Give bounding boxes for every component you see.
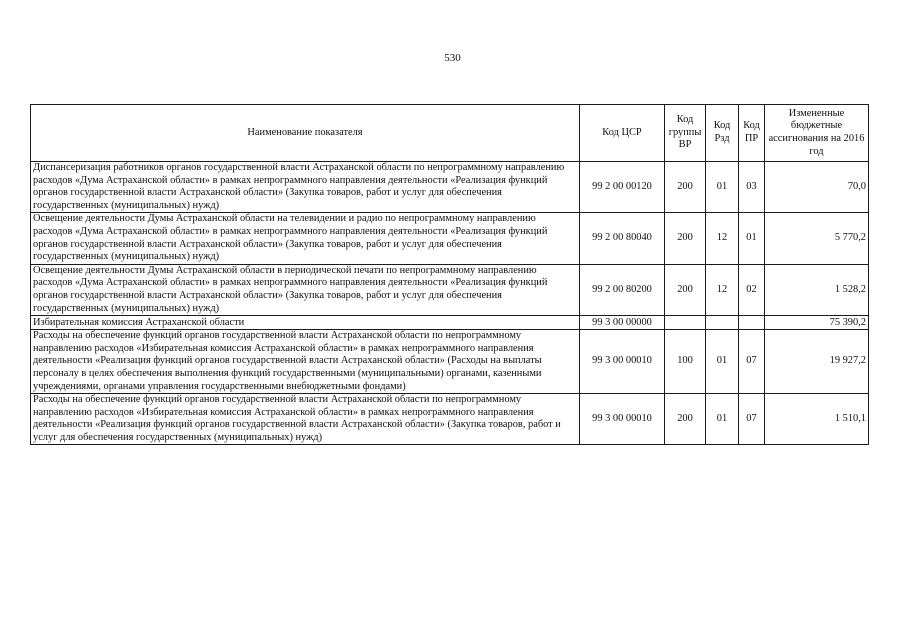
- row-rzd-code: 01: [706, 394, 739, 445]
- row-name: Расходы на обеспечение функций органов государственной власти Астраханской области по непрограммному направлению расходов «Избирательная комиссия Астраханской области» в рамках непрограммного направления деятельности «Реализация функций органов государственной власти Астраханской области» (Расходы на выплаты персоналу в целях обеспечения выполнения функций государственными (муниципальными) органами, казенными учреждениями, органами управления государственными внебюджетными фондами): [31, 330, 580, 394]
- table-row: [31, 213, 869, 264]
- row-vr-code: 200: [665, 162, 706, 213]
- table-row: [31, 264, 869, 315]
- row-csr-code: 99 3 00 00010: [580, 330, 665, 394]
- row-vr-code: [665, 316, 706, 330]
- row-vr-code: 100: [665, 330, 706, 394]
- row-amount: 1 528,2: [765, 264, 869, 315]
- row-vr-code: 200: [665, 264, 706, 315]
- row-pr-code: [739, 316, 765, 330]
- row-name: Расходы на обеспечение функций органов государственной власти Астраханской области по непрограммному направлению расходов «Избирательная комиссия Астраханской области» в рамках непрограммного направления деятельности «Реализация функций органов государственной власти Астраханской области» (Закупка товаров, работ и услуг для обеспечения государственных (муниципальных) нужд): [31, 394, 580, 445]
- row-pr-code: 03: [739, 162, 765, 213]
- row-rzd-code: [706, 316, 739, 330]
- row-csr-code: 99 3 00 00000: [580, 316, 665, 330]
- row-pr-code: 01: [739, 213, 765, 264]
- table-header-row: [31, 105, 869, 162]
- row-name: Освещение деятельности Думы Астраханской области в периодической печати по непрограммному направлению расходов «Дума Астраханской области» в рамках непрограммного направления деятельности «Реализация функций органов государственной власти Астраханской области» (Закупка товаров, работ и услуг для обеспечения государственных (муниципальных) нужд): [31, 264, 580, 315]
- table-row: [31, 394, 869, 445]
- header-pr-code: Код ПР: [739, 105, 765, 162]
- row-name: Освещение деятельности Думы Астраханской области на телевидении и радио по непрограммному направлению расходов «Дума Астраханской области» в рамках непрограммного направления деятельности «Реализация функций органов государственной власти Астраханской области» (Закупка товаров, работ и услуг для обеспечения государственных (муниципальных) нужд): [31, 213, 580, 264]
- row-vr-code: 200: [665, 213, 706, 264]
- header-rzd-code: Код Рзд: [706, 105, 739, 162]
- table-row: [31, 162, 869, 213]
- row-csr-code: 99 2 00 00120: [580, 162, 665, 213]
- row-rzd-code: 01: [706, 330, 739, 394]
- table-row: [31, 330, 869, 394]
- header-vr-code: Код группы ВР: [665, 105, 706, 162]
- header-name: Наименование показателя: [31, 105, 580, 162]
- budget-allocations-table: [30, 104, 869, 445]
- row-name: Избирательная комиссия Астраханской области: [31, 316, 580, 330]
- row-rzd-code: 12: [706, 213, 739, 264]
- row-amount: 1 510,1: [765, 394, 869, 445]
- row-vr-code: 200: [665, 394, 706, 445]
- row-amount: 5 770,2: [765, 213, 869, 264]
- row-rzd-code: 01: [706, 162, 739, 213]
- row-csr-code: 99 2 00 80200: [580, 264, 665, 315]
- row-pr-code: 07: [739, 394, 765, 445]
- row-pr-code: 02: [739, 264, 765, 315]
- row-amount: 70,0: [765, 162, 869, 213]
- table-row: [31, 316, 869, 330]
- row-amount: 75 390,2: [765, 316, 869, 330]
- row-csr-code: 99 2 00 80040: [580, 213, 665, 264]
- header-csr-code: Код ЦСР: [580, 105, 665, 162]
- row-rzd-code: 12: [706, 264, 739, 315]
- page-number: 530: [444, 52, 461, 64]
- row-amount: 19 927,2: [765, 330, 869, 394]
- header-amount: Измененные бюджетные ассигнования на 2016 год: [765, 105, 869, 162]
- row-name: Диспансеризация работников органов государственной власти Астраханской области по непрограммному направлению расходов «Дума Астраханской области» в рамках непрограммного направления деятельности «Реализация функций органов государственной власти Астраханской области» (Закупка товаров, работ и услуг для обеспечения государственных (муниципальных) нужд): [31, 162, 580, 213]
- row-csr-code: 99 3 00 00010: [580, 394, 665, 445]
- row-pr-code: 07: [739, 330, 765, 394]
